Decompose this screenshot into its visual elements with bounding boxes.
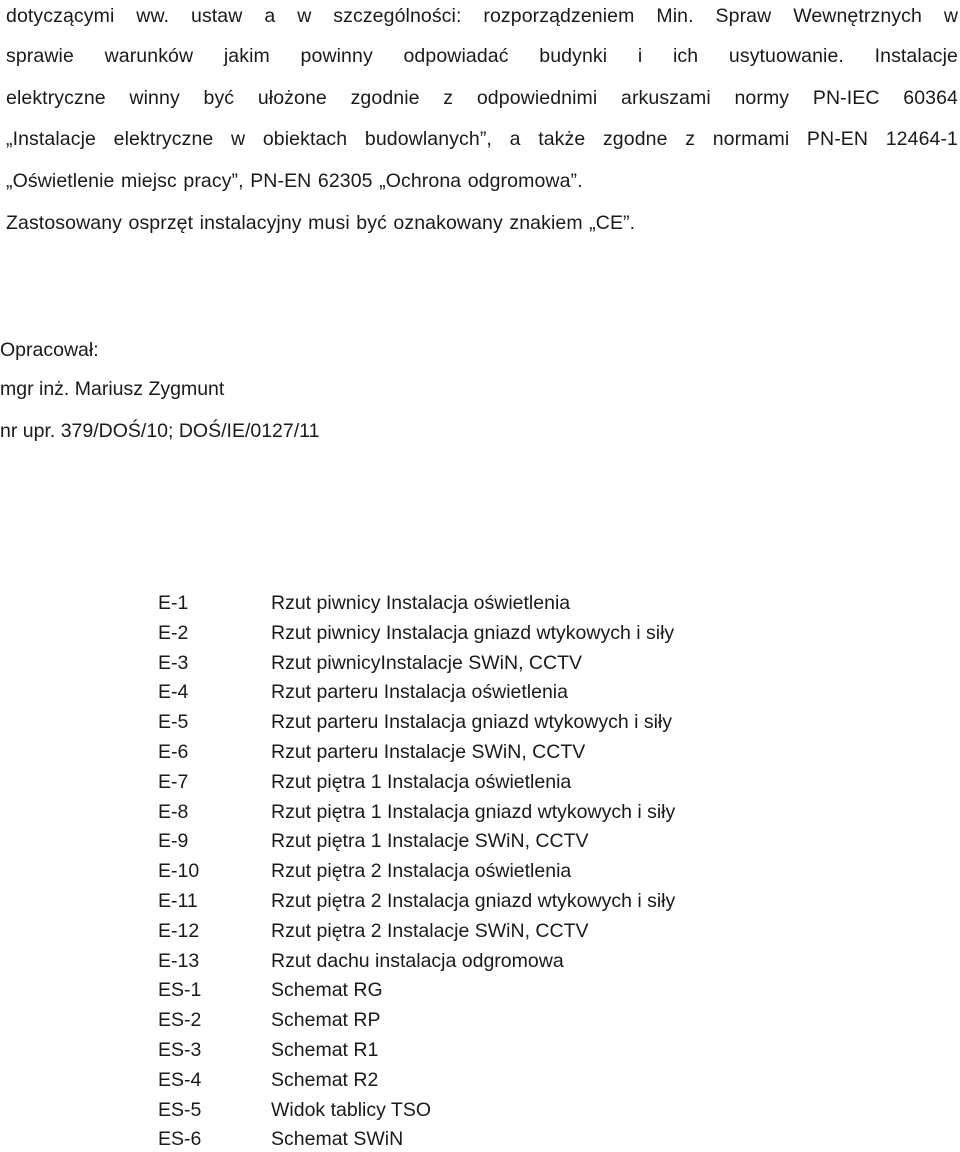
drawing-title: Widok tablicy TSO xyxy=(271,1099,432,1121)
drawing-code: E-7 xyxy=(158,771,189,793)
paragraph-line: „Instalacje elektryczne w obiektach budowlanych”, a także zgodne z normami PN-EN 12464-1 xyxy=(6,128,958,150)
drawing-code: E-2 xyxy=(158,622,189,644)
drawing-code: ES-4 xyxy=(158,1069,202,1091)
paragraph-line: Zastosowany osprzęt instalacyjny musi być oznakowany znakiem „CE”. xyxy=(6,212,636,234)
drawing-title: Rzut piętra 2 Instalacje SWiN, CCTV xyxy=(271,920,589,942)
drawing-title: Rzut piętra 1 Instalacja oświetlenia xyxy=(271,771,572,793)
drawing-title: Schemat R2 xyxy=(271,1069,379,1091)
drawing-code: ES-1 xyxy=(158,979,202,1001)
drawing-title: Rzut piętra 1 Instalacja gniazd wtykowych i siły xyxy=(271,801,676,823)
drawing-code: E-8 xyxy=(158,801,189,823)
drawing-code: E-12 xyxy=(158,920,200,942)
drawing-code: E-11 xyxy=(158,890,198,912)
drawing-title: Rzut dachu instalacja odgromowa xyxy=(271,950,564,972)
drawing-title: Rzut parteru Instalacje SWiN, CCTV xyxy=(271,741,586,763)
drawing-code: E-5 xyxy=(158,711,189,733)
drawing-code: E-1 xyxy=(158,592,189,614)
drawing-code: ES-2 xyxy=(158,1009,202,1031)
drawing-code: ES-3 xyxy=(158,1039,202,1061)
drawing-title: Rzut parteru Instalacja gniazd wtykowych i siły xyxy=(271,711,672,733)
drawing-title: Rzut parteru Instalacja oświetlenia xyxy=(271,681,568,703)
author-licence: nr upr. 379/DOŚ/10; DOŚ/IE/0127/11 xyxy=(0,420,320,442)
drawing-title: Rzut piętra 1 Instalacje SWiN, CCTV xyxy=(271,830,589,852)
paragraph-line: sprawie warunków jakim powinny odpowiadać budynki i ich usytuowanie. Instalacje xyxy=(6,45,958,67)
drawing-code: E-9 xyxy=(158,830,189,852)
drawing-title: Rzut piętra 2 Instalacja gniazd wtykowych i siły xyxy=(271,890,676,912)
drawing-code: E-6 xyxy=(158,741,189,763)
drawing-title: Rzut piętra 2 Instalacja oświetlenia xyxy=(271,860,572,882)
drawing-title: Rzut piwnicy Instalacja oświetlenia xyxy=(271,592,571,614)
drawing-title: Schemat RP xyxy=(271,1009,381,1031)
drawing-code: ES-5 xyxy=(158,1099,202,1121)
drawing-code: E-4 xyxy=(158,681,189,703)
drawing-title: Schemat SWiN xyxy=(271,1128,404,1150)
paragraph-line: elektryczne winny być ułożone zgodnie z odpowiednimi arkuszami normy PN-IEC 60364 xyxy=(6,87,958,109)
drawing-title: Schemat RG xyxy=(271,979,383,1001)
drawing-code: E-10 xyxy=(158,860,200,882)
drawing-code: E-13 xyxy=(158,950,200,972)
author-label: Opracował: xyxy=(0,339,99,361)
drawing-title: Rzut piwnicyInstalacje SWiN, CCTV xyxy=(271,652,582,674)
paragraph-line: dotyczącymi ww. ustaw a w szczególności: rozporządzeniem Min. Spraw Wewnętrznych w xyxy=(6,5,958,27)
paragraph-line: „Oświetlenie miejsc pracy”, PN-EN 62305 „Ochrona odgromowa”. xyxy=(6,170,583,192)
drawing-code: ES-6 xyxy=(158,1128,202,1150)
drawing-title: Schemat R1 xyxy=(271,1039,379,1061)
drawing-code: E-3 xyxy=(158,652,189,674)
author-name: mgr inż. Mariusz Zygmunt xyxy=(0,378,225,400)
drawing-title: Rzut piwnicy Instalacja gniazd wtykowych i siły xyxy=(271,622,675,644)
